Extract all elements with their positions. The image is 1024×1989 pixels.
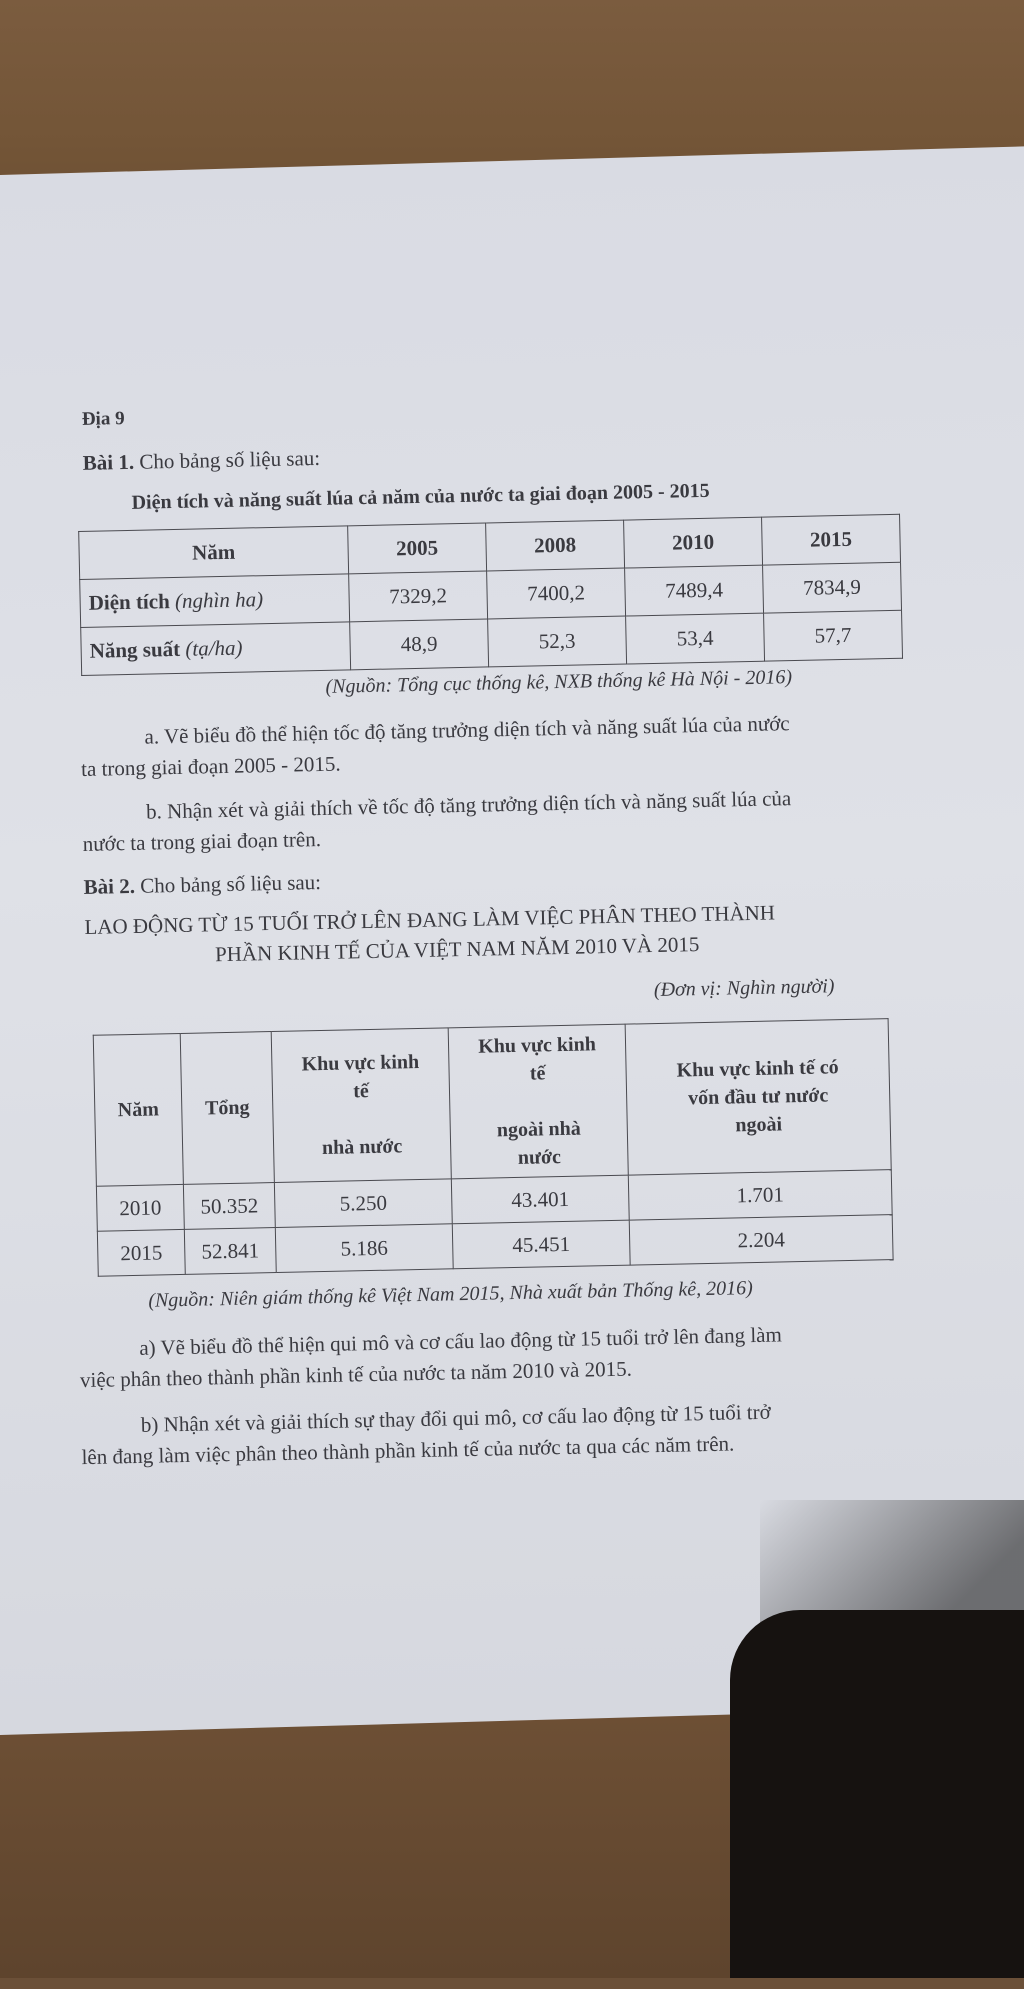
ex1-intro <box>83 446 321 476</box>
ex1-cell: 7400,2 <box>487 568 626 619</box>
row-label-text: Năng suất <box>89 636 181 663</box>
ex1-header-col: 2010 <box>624 517 763 568</box>
ex2-cell-year: 2015 <box>97 1229 185 1276</box>
row-unit: (nghìn ha) <box>174 587 264 613</box>
ex1-question-a: a. Vẽ biểu đồ thể hiện tốc độ tăng trưởng diện tích và năng suất lúa của nước <box>144 711 790 749</box>
ex2-source: (Nguồn: Niên giám thống kê Việt Nam 2015, Nhà xuất bản Thống kê, 2016) <box>148 1277 753 1312</box>
hdr-line: Khu vực kinh tế có <box>676 1056 839 1082</box>
hdr-line: ngoài <box>735 1113 783 1137</box>
ex2-cell-year: 2010 <box>96 1184 184 1231</box>
ex1-row-label <box>80 574 350 628</box>
hdr-line: Khu vực kinh <box>478 1033 597 1058</box>
ex2-question-b-cont: lên đang làm việc phân theo thành phần kinh tế của nước ta qua các năm trên. <box>81 1431 735 1470</box>
ex2-header-total: Tổng <box>180 1032 274 1185</box>
ex1-header-col: 2008 <box>486 520 625 571</box>
ex1-row-label <box>81 622 351 676</box>
ex1-cell: 52,3 <box>488 616 627 667</box>
hdr-line: tế <box>352 1080 369 1103</box>
ex1-header-col: 2005 <box>348 523 487 574</box>
ex2-cell-nonstate: 43.401 <box>451 1175 629 1224</box>
ex1-question-b: b. Nhận xét và giải thích về tốc độ tăng trưởng diện tích và năng suất lúa của <box>145 786 792 824</box>
ex1-heading: Bài 1. <box>82 449 135 475</box>
ex1-question-a-cont: ta trong giai đoạn 2005 - 2015. <box>80 751 341 781</box>
ex2-header-state <box>271 1028 451 1183</box>
ex2-intro <box>83 870 321 900</box>
ex2-title-line1: LAO ĐỘNG TỪ 15 TUỔI TRỞ LÊN ĐANG LÀM VIỆC PHÂN THEO THÀNH <box>84 900 776 939</box>
ex1-cell: 7834,9 <box>763 562 902 613</box>
ex2-table-header-row <box>93 1019 891 1187</box>
ex2-cell-total: 50.352 <box>183 1183 275 1230</box>
ex2-unit: (Đơn vị: Nghìn người) <box>653 975 835 1002</box>
ex2-cell-nonstate: 45.451 <box>452 1220 630 1269</box>
ex2-title-line2: PHẦN KINH TẾ CỦA VIỆT NAM NĂM 2010 VÀ 2015 <box>214 932 700 967</box>
ex1-cell: 48,9 <box>350 619 489 670</box>
hdr-line: nước <box>517 1146 562 1169</box>
ex1-cell: 7489,4 <box>625 565 764 616</box>
ex2-header-nonstate <box>448 1024 628 1179</box>
ex2-intro-text: Cho bảng số liệu sau: <box>134 869 322 898</box>
ex1-cell: 57,7 <box>764 610 903 661</box>
ex2-cell-state: 5.186 <box>275 1224 453 1273</box>
hdr-line: ngoài nhà <box>496 1117 582 1142</box>
ex2-heading: Bài 2. <box>83 873 136 899</box>
ex1-cell: 53,4 <box>626 613 765 664</box>
subject-label: Địa 9 <box>81 408 125 430</box>
ex2-header-fdi <box>625 1019 891 1175</box>
ex2-question-a: a) Vẽ biểu đồ thể hiện qui mô và cơ cấu lao động từ 15 tuổi trở lên đang làm <box>139 1322 783 1360</box>
ex2-cell-total: 52.841 <box>184 1228 276 1275</box>
hdr-line: vốn đầu tư nước <box>687 1084 829 1110</box>
ex1-header-year: Năm <box>79 526 349 580</box>
ex1-table-title: Diện tích và năng suất lúa cả năm của nước ta giai đoạn 2005 - 2015 <box>131 479 710 514</box>
hdr-line: tế <box>529 1062 546 1085</box>
hdr-line: nhà nước <box>321 1135 403 1160</box>
ex1-table <box>78 514 903 676</box>
row-unit: (tạ/ha) <box>185 635 243 661</box>
ex2-cell-state: 5.250 <box>274 1179 452 1228</box>
hdr-line: Khu vực kinh <box>301 1050 420 1076</box>
ex1-intro-text: Cho bảng số liệu sau: <box>133 445 321 474</box>
ex1-header-col: 2015 <box>762 514 901 565</box>
ex2-question-a-cont: việc phân theo thành phần kinh tế của nước ta năm 2010 và 2015. <box>79 1356 633 1393</box>
ex2-cell-fdi: 2.204 <box>629 1215 893 1265</box>
ex2-table <box>93 1018 894 1277</box>
ex2-question-b: b) Nhận xét và giải thích sự thay đổi qui mô, cơ cấu lao động từ 15 tuổi trở <box>140 1399 771 1437</box>
row-label-text: Diện tích <box>88 589 170 615</box>
ex1-source: (Nguồn: Tổng cục thống kê, NXB thống kê Hà Nội - 2016) <box>325 666 793 698</box>
ex2-header-year: Năm <box>93 1033 183 1186</box>
ex1-question-b-cont: nước ta trong giai đoạn trên. <box>82 826 322 856</box>
ex1-cell: 7329,2 <box>349 571 488 622</box>
ex2-cell-fdi: 1.701 <box>628 1170 892 1220</box>
